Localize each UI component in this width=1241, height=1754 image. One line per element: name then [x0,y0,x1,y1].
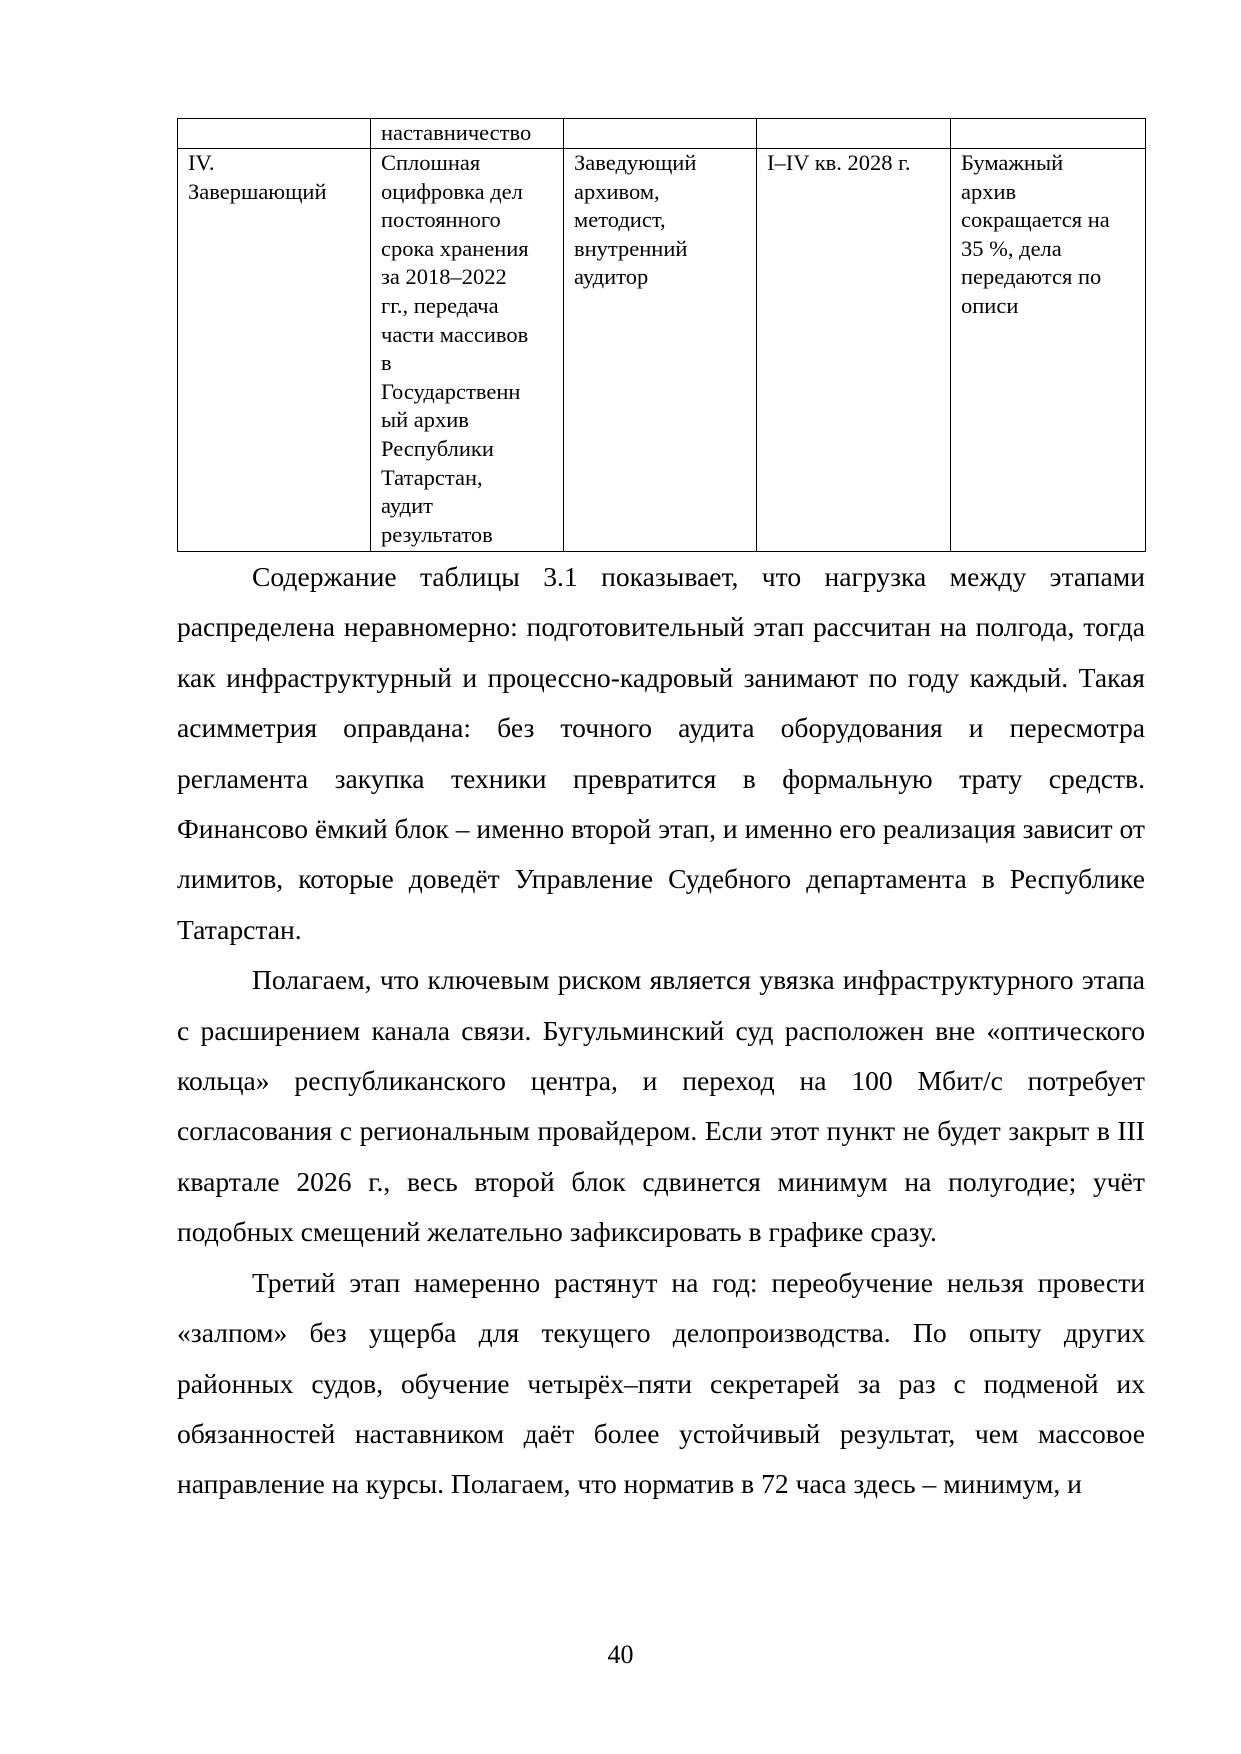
cell-text-line: Сплошная [381,150,481,175]
stage-content-cell [371,149,564,552]
cell-text-line: оцифровка дел [381,178,523,204]
cell-text-line: результатов [381,521,493,547]
cell-text-line: IV. [188,150,215,175]
table-cell: наставничество [371,119,564,149]
result-cell [951,149,1146,552]
table-cell [564,119,757,149]
table-cell [757,119,951,149]
cell-text-line: Бумажный [961,150,1064,175]
responsible-cell [564,149,757,552]
cell-text-line: гг., передача [381,292,499,318]
cell-text-line: ый архив [381,407,469,433]
table-row [178,119,1146,149]
cell-text-line: Заведующий [574,150,697,175]
paragraph: Третий этап намеренно растянут на год: переобучение нельзя провести «залпом» без ущерба для текущего делопроизводства. По опыту других районных судов, обучение четырёх–пяти секретарей за раз с подменой их обязанностей наставником даёт более устойчивый результат, чем массовое направление на курсы. Полагаем, что норматив в 72 часа здесь – минимум, и [177,1266,1145,1500]
body-text [177,552,1145,1510]
paragraph: Содержание таблицы 3.1 показывает, что нагрузка между этапами распределена неравномерно: подготовительный этап рассчитан на полгода, тогда как инфраструктурный и процессно-кадровый занимают по году каждый. Такая асимметрия оправдана: без точного аудита оборудования и пересмотра регламента закупка техники превратится в формальную трату средств. Финансово ёмкий блок – именно второй этап, и именно его реализация зависит от лимитов, которые доведёт Управление Судебного департамента в Республике Татарстан. [177,561,1145,945]
table-row [178,149,1146,552]
cell-text-line: в [381,350,392,376]
cell-text-line: за 2018–2022 [381,264,507,290]
cell-text-line: Татарстан, [381,464,483,490]
cell-text-line: сокращается на [961,207,1110,233]
cell-text-line: описи [961,292,1019,318]
cell-text-line: Завершающий [188,178,327,204]
cell-text-line: I–IV кв. 2028 г. [767,150,911,175]
page-number: 40 [607,1640,634,1669]
table-cell [951,119,1146,149]
cell-text-line: аудитор [574,264,649,290]
paragraph: Полагаем, что ключевым риском является увязка инфраструктурного этапа с расширением канала связи. Бугульминский суд расположен вне «оптического кольца» республиканского центра, и переход на 100 Мбит/с потребует согласования с региональным провайдером. Если этот пункт не будет закрыт в III квартале 2026 г., весь второй блок сдвинется минимум на полугодие; учёт подобных смещений желательно зафиксировать в графике сразу. [177,964,1145,1248]
table-cell [178,119,371,149]
cell-text-line: постоянного [381,207,501,233]
cell-text-line: архивом, [574,178,660,204]
cell-text-line: методист, [574,207,666,233]
stage-name-cell [178,149,371,552]
cell-text-line: передаются по [961,264,1102,290]
cell-text-line: аудит [381,493,433,519]
stages-table [177,118,1146,552]
deadline-cell [757,149,951,552]
cell-text-line: 35 %, дела [961,235,1062,261]
cell-text-line: внутренний [574,235,688,261]
cell-text-line: Республики [381,435,494,461]
cell-text-line: архив [961,178,1017,204]
cell-text-line: срока хранения [381,235,529,261]
document-page [177,118,1145,1510]
cell-text-line: Государственн [381,378,521,404]
cell-text-line: части массивов [381,321,529,347]
